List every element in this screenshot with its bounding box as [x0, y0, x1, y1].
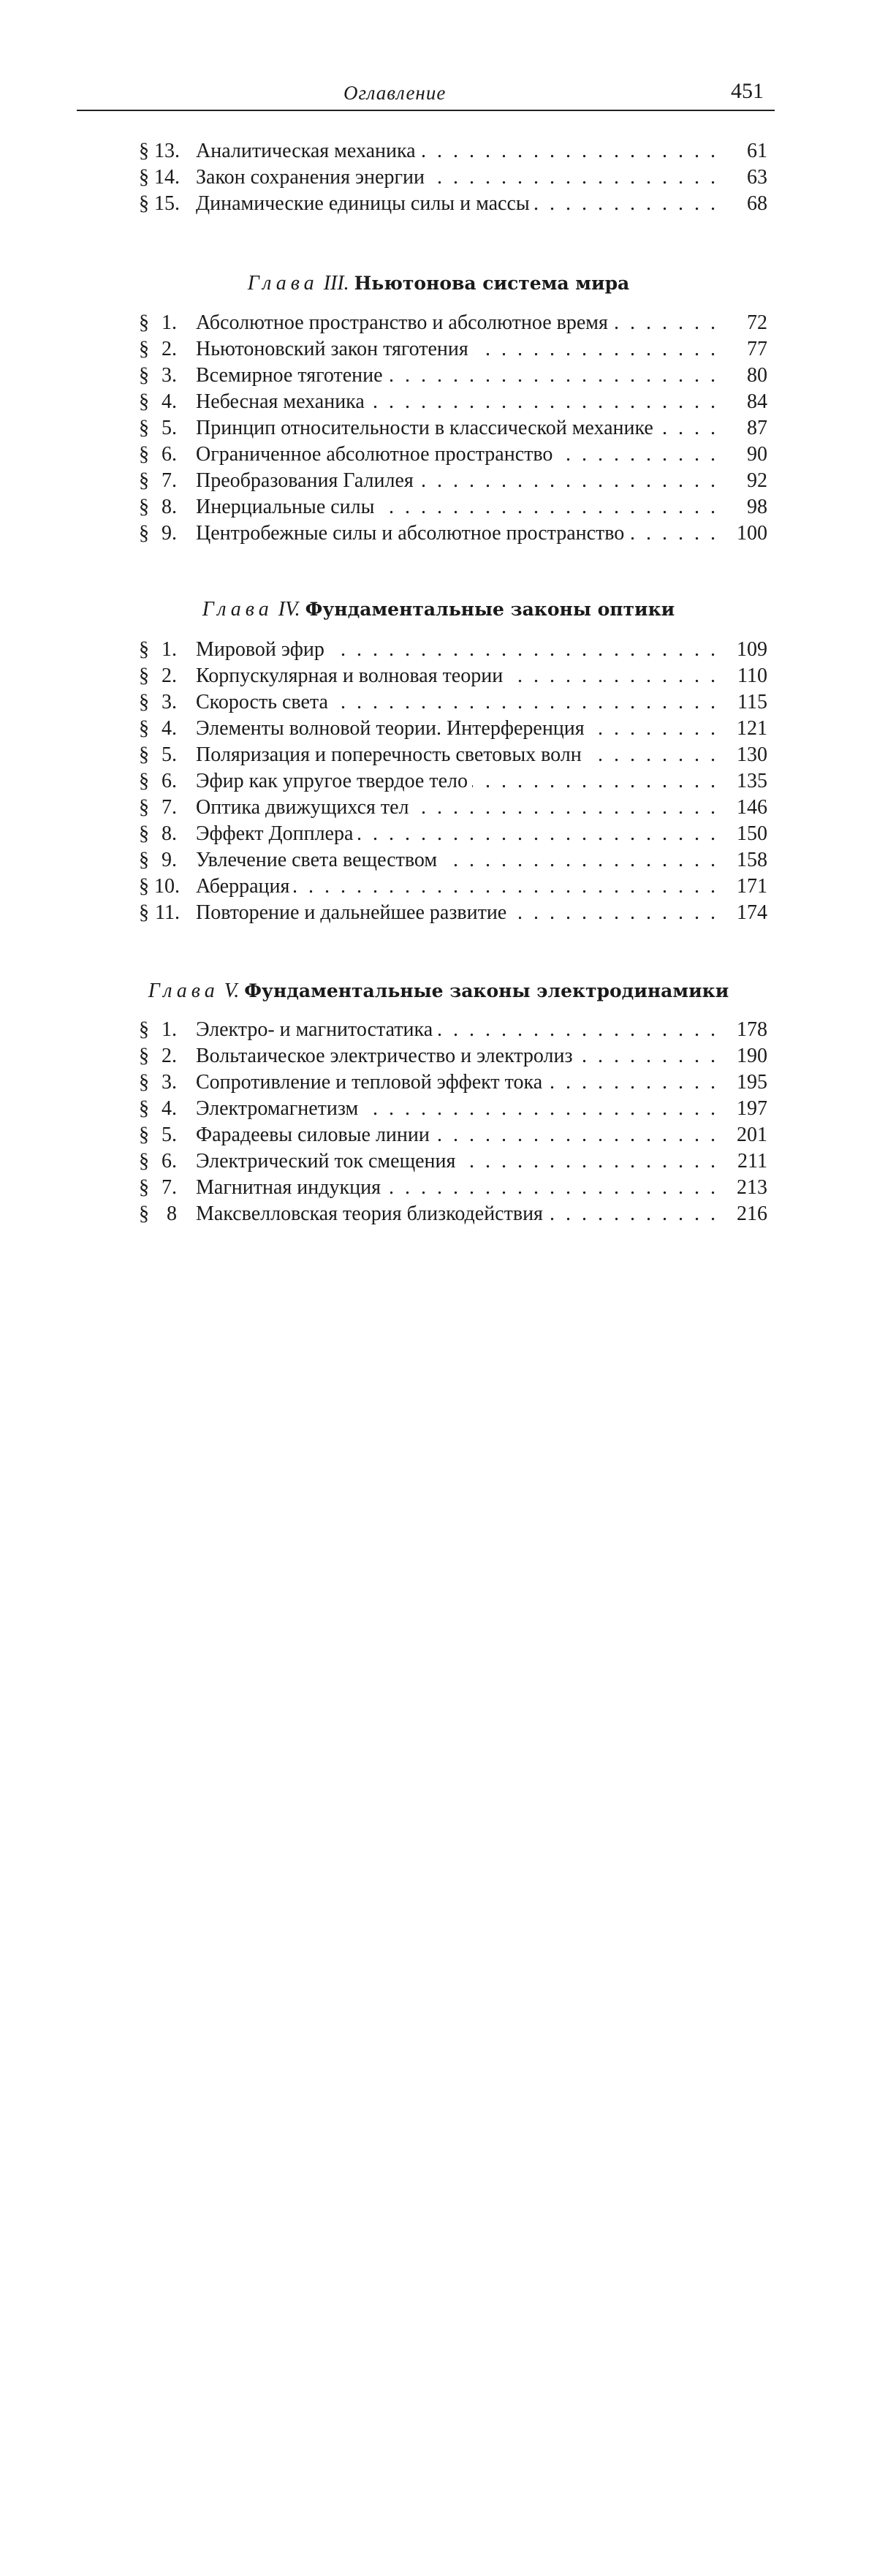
section-sign: § [139, 1045, 149, 1067]
toc-entry [139, 848, 767, 873]
section-page: 150 [737, 822, 767, 845]
section-page: 201 [737, 1124, 767, 1146]
section-number: 5. [162, 743, 177, 766]
toc-entry [139, 1175, 767, 1200]
section-page: 87 [747, 417, 767, 439]
toc-entry [139, 1070, 767, 1095]
section-sign: § [139, 717, 149, 740]
section-sign: § [139, 1018, 149, 1041]
chapter-title: Ньютонова система мира [354, 273, 630, 294]
chapter-heading [0, 980, 877, 1003]
section-number: 2. [162, 338, 177, 360]
section-title-leader [196, 848, 716, 873]
toc-entry [139, 822, 767, 846]
section-title-leader [196, 901, 716, 925]
section-number: 1. [162, 311, 177, 334]
section-title: Сопротивление и тепловой эффект тока [196, 1071, 547, 1094]
chapter-number: III. [323, 272, 349, 295]
section-page: 171 [737, 875, 767, 898]
section-page: 174 [737, 901, 767, 924]
section-number: 7. [162, 796, 177, 819]
section-title: Скорость света [196, 691, 333, 713]
toc-entry [139, 743, 767, 768]
chapter-number: V. [224, 980, 240, 1002]
chapter-label: Глава [202, 598, 273, 621]
section-title-leader [196, 337, 716, 362]
section-title: Абсолютное пространство и абсолютное время [196, 311, 612, 334]
toc-entry [139, 363, 767, 388]
section-title-leader [196, 690, 716, 715]
toc-entry [139, 901, 767, 925]
section-page: 92 [747, 469, 767, 492]
section-title-leader [196, 664, 716, 689]
section-number: 7. [162, 469, 177, 492]
toc-entry [139, 469, 767, 493]
section-sign: § [139, 443, 149, 466]
section-number: 4. [162, 390, 177, 413]
section-title-leader [196, 139, 716, 164]
section-page: 135 [737, 770, 767, 792]
section-title-leader [196, 192, 716, 216]
section-title-leader [196, 521, 716, 546]
section-sign: § [139, 770, 149, 792]
section-sign: § [139, 338, 149, 360]
section-title: Центробежные силы и абсолютное пространство [196, 522, 625, 545]
section-title-leader [196, 1018, 716, 1042]
section-number: 5. [162, 1124, 177, 1146]
section-page: 61 [747, 140, 767, 162]
section-page: 90 [747, 443, 767, 466]
section-number: 4. [162, 1097, 177, 1120]
toc-entry [139, 1044, 767, 1069]
section-sign: § [139, 1150, 149, 1173]
section-page: 130 [737, 743, 767, 766]
section-title-leader [196, 311, 716, 336]
section-title-leader [196, 390, 716, 414]
section-title: Принцип относительности в классической механике [196, 417, 653, 439]
toc-entry [139, 521, 767, 546]
section-title: Магнитная индукция [196, 1176, 385, 1199]
section-page: 68 [747, 192, 767, 215]
section-title-leader [196, 165, 716, 190]
section-sign: § [139, 166, 149, 189]
toc-entry [139, 690, 767, 715]
section-sign: § [139, 849, 149, 871]
section-title: Элементы волновой теории. Интерференция [196, 717, 589, 740]
section-number: 6. [162, 1150, 177, 1173]
section-number: 5. [162, 417, 177, 439]
section-number: 8. [162, 496, 177, 518]
section-sign: § [139, 822, 149, 845]
section-title-leader [196, 1123, 716, 1148]
section-page: 98 [747, 496, 767, 518]
section-sign: § [139, 364, 149, 387]
section-number: 6. [162, 770, 177, 792]
section-number: 14. [154, 166, 180, 189]
section-title: Фарадеевы силовые линии [196, 1124, 434, 1146]
section-title-leader [196, 1096, 716, 1121]
running-header-title: Оглавление [343, 82, 447, 104]
section-number: 8. [162, 822, 177, 845]
section-title-leader [196, 1044, 716, 1069]
toc-entry [139, 769, 767, 794]
section-sign: § [139, 1124, 149, 1146]
section-sign: § [139, 390, 149, 413]
section-sign: § [139, 1176, 149, 1199]
section-title: Повторение и дальнейшее развитие [196, 901, 511, 924]
section-page: 84 [747, 390, 767, 413]
toc-entry [139, 637, 767, 662]
section-title: Мировой эфир [196, 638, 329, 661]
section-title-leader [196, 822, 716, 846]
section-title-leader [196, 1070, 716, 1095]
section-number: 1. [162, 638, 177, 661]
section-page: 195 [737, 1071, 767, 1094]
section-number: 1. [162, 1018, 177, 1041]
section-title: Ограниченное абсолютное пространство [196, 443, 557, 466]
section-number: 8 [167, 1202, 177, 1225]
section-title: Преобразования Галилея [196, 469, 418, 492]
toc-entry [139, 1018, 767, 1042]
section-number: 10. [154, 875, 180, 898]
section-title-leader [196, 495, 716, 520]
toc-entry [139, 1149, 767, 1174]
section-page: 211 [737, 1150, 767, 1173]
section-title-leader [196, 716, 716, 741]
section-title: Электромагнетизм [196, 1097, 362, 1120]
section-page: 158 [737, 849, 767, 871]
chapter-label: Глава [247, 272, 319, 295]
section-number: 15. [154, 192, 180, 215]
section-title: Увлечение света веществом [196, 849, 441, 871]
section-page: 121 [737, 717, 767, 740]
section-sign: § [139, 796, 149, 819]
chapter-heading [0, 272, 877, 295]
section-title-leader [196, 769, 716, 794]
section-page: 109 [737, 638, 767, 661]
section-title: Динамические единицы силы и массы [196, 192, 534, 215]
section-sign: § [139, 417, 149, 439]
section-title-leader [196, 1149, 716, 1174]
toc-entry [139, 311, 767, 336]
section-sign: § [139, 469, 149, 492]
section-number: 9. [162, 522, 177, 545]
section-number: 9. [162, 849, 177, 871]
section-title: Эффект Допплера [196, 822, 357, 845]
chapter-title: Фундаментальные законы электродинамики [244, 980, 729, 1001]
section-title: Электрический ток смещения [196, 1150, 460, 1173]
section-sign: § [139, 1071, 149, 1094]
section-page: 80 [747, 364, 767, 387]
section-sign: § [139, 638, 149, 661]
section-title: Вольтаическое электричество и электролиз [196, 1045, 577, 1067]
section-title: Аберрация [196, 875, 294, 898]
section-title-leader [196, 363, 716, 388]
section-page: 77 [747, 338, 767, 360]
section-title: Поляризация и поперечность световых волн [196, 743, 586, 766]
section-title-leader [196, 743, 716, 768]
section-page: 110 [737, 664, 767, 687]
section-title: Инерциальные силы [196, 496, 379, 518]
toc-entry [139, 390, 767, 414]
section-page: 190 [737, 1045, 767, 1067]
toc-entry [139, 716, 767, 741]
section-number: 6. [162, 443, 177, 466]
section-page: 197 [737, 1097, 767, 1120]
section-sign: § [139, 1202, 149, 1225]
section-page: 63 [747, 166, 767, 189]
section-title: Электро- и магнитостатика [196, 1018, 437, 1041]
toc-entry [139, 874, 767, 899]
section-page: 115 [737, 691, 767, 713]
section-sign: § [139, 311, 149, 334]
section-title-leader [196, 469, 716, 493]
section-sign: § [139, 875, 149, 898]
toc-entry [139, 495, 767, 520]
toc-entry [139, 664, 767, 689]
section-title: Небесная механика [196, 390, 369, 413]
section-number: 2. [162, 664, 177, 687]
section-page: 72 [747, 311, 767, 334]
toc-entry [139, 442, 767, 467]
section-title: Закон сохранения энергии [196, 166, 429, 189]
section-page: 213 [737, 1176, 767, 1199]
toc-entry [139, 165, 767, 190]
chapter-number: IV. [278, 598, 300, 621]
page-number: 451 [731, 79, 764, 103]
section-title: Корпускулярная и волновая теории [196, 664, 507, 687]
toc-entry [139, 795, 767, 820]
section-number: 7. [162, 1176, 177, 1199]
section-page: 216 [737, 1202, 767, 1225]
section-title: Максвелловская теория близкодействия [196, 1202, 547, 1225]
toc-entry [139, 1123, 767, 1148]
section-title-leader [196, 442, 716, 467]
toc-entry [139, 337, 767, 362]
section-page: 100 [737, 522, 767, 545]
section-sign: § [139, 140, 149, 162]
section-number: 2. [162, 1045, 177, 1067]
toc-entry [139, 192, 767, 216]
section-number: 3. [162, 691, 177, 713]
section-sign: § [139, 192, 149, 215]
section-number: 13. [154, 140, 180, 162]
header-rule [77, 110, 775, 111]
chapter-heading [0, 598, 877, 621]
section-sign: § [139, 743, 149, 766]
toc-entry [139, 1096, 767, 1121]
chapter-label: Глава [148, 980, 219, 1002]
section-sign: § [139, 664, 149, 687]
section-title-leader [196, 795, 716, 820]
section-title-leader [196, 1175, 716, 1200]
section-number: 11. [155, 901, 180, 924]
section-title-leader [196, 874, 716, 899]
section-title: Оптика движущихся тел [196, 796, 414, 819]
section-number: 3. [162, 1071, 177, 1094]
chapter-title: Фундаментальные законы оптики [305, 599, 675, 620]
section-sign: § [139, 1097, 149, 1120]
section-title: Ньютоновский закон тяготения [196, 338, 473, 360]
toc-entry [139, 416, 767, 441]
section-sign: § [139, 496, 149, 518]
section-page: 146 [737, 796, 767, 819]
section-title-leader [196, 416, 716, 441]
section-title: Всемирное тяготение [196, 364, 387, 387]
toc-entry [139, 139, 767, 164]
section-sign: § [139, 901, 149, 924]
section-page: 178 [737, 1018, 767, 1041]
toc-entry [139, 1202, 767, 1227]
section-title: Эфир как упругое твердое тело [196, 770, 472, 792]
section-number: 3. [162, 364, 177, 387]
section-title-leader [196, 637, 716, 662]
section-sign: § [139, 691, 149, 713]
section-title: Аналитическая механика [196, 140, 420, 162]
section-number: 4. [162, 717, 177, 740]
section-sign: § [139, 522, 149, 545]
section-title-leader [196, 1202, 716, 1227]
